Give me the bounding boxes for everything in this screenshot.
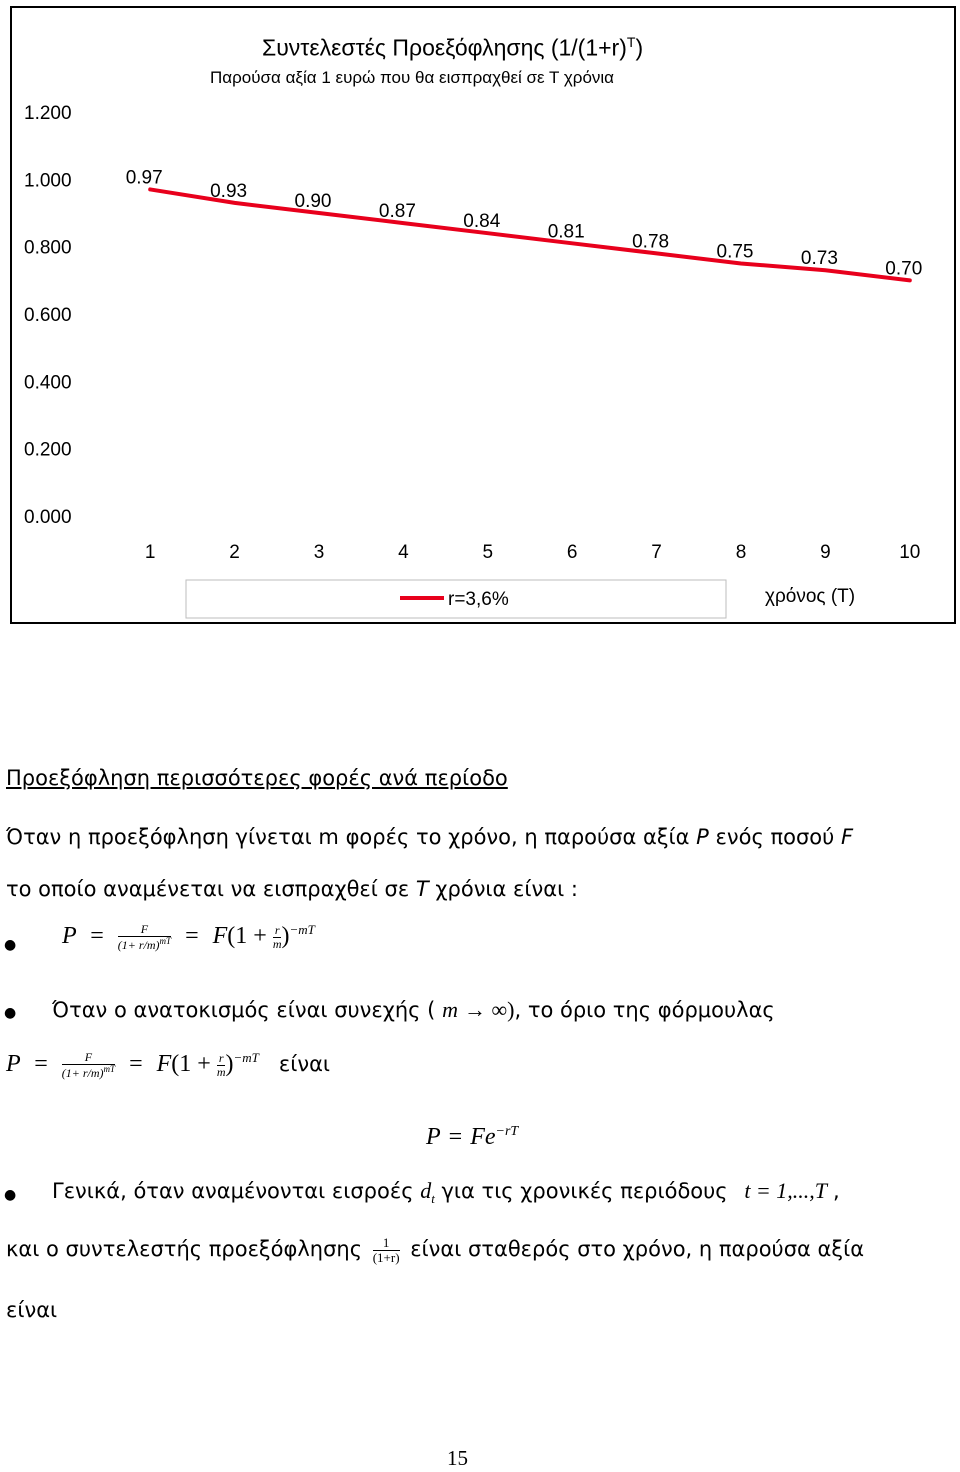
bullet-3: ●	[4, 1187, 17, 1203]
x-axis-title: χρόνος (Τ)	[765, 586, 856, 607]
x-tick-label: 9	[820, 542, 831, 563]
formula-discrete-compounding: P = $\frac{F}{(1+ r/m)^{mT}}$ = F(1 + $\frac{r}{m}$ )$^{-mT}$	[62, 922, 315, 952]
data-label: 0.75	[716, 241, 754, 263]
discount-factor-chart	[10, 6, 956, 624]
formula-continuous: $P = Fe^{-rT}$	[426, 1124, 519, 1150]
data-label: 0.78	[632, 231, 670, 253]
data-label: 0.90	[294, 191, 332, 212]
y-tick-label: 0.800	[24, 237, 72, 259]
x-tick-label: 5	[482, 542, 494, 563]
series-line	[150, 189, 910, 280]
chart-subtitle: Παρούσα αξία 1 ευρώ που θα εισπραχθεί σε Τ χρόνια	[210, 68, 614, 87]
x-tick-label: 6	[566, 542, 578, 563]
x-tick-label: 3	[313, 542, 325, 563]
y-tick-label: 1.000	[24, 170, 72, 192]
section-heading: Προεξόφληση περισσότερες φορές ανά περίοδο	[6, 766, 508, 790]
data-label: 0.84	[463, 211, 501, 233]
bullet-1: ●	[4, 937, 17, 953]
data-label: 0.81	[547, 221, 585, 243]
x-tick-label: 2	[229, 542, 240, 563]
chart-plot	[12, 8, 954, 622]
data-label: 0.73	[800, 248, 838, 270]
page-number: 15	[447, 1446, 468, 1470]
paragraph-5: είναι	[6, 1298, 58, 1322]
paragraph-2: Όταν ο ανατοκισμός είναι συνεχής ( m → ∞), το όριο της φόρμουλας	[52, 997, 775, 1022]
y-tick-label: 0.400	[24, 372, 72, 394]
chart-title: Συντελεστές Προεξόφλησης $(1/(1+r)^T)$	[262, 34, 644, 61]
data-label: 0.97	[125, 167, 163, 189]
y-tick-label: 0.000	[24, 507, 72, 528]
y-tick-label: 1.200	[24, 103, 72, 124]
paragraph-4: και ο συντελεστής προεξόφλησης $\frac{1}{(1+r)}$ είναι σταθερός στο χρόνο, η παρούσα αξία	[6, 1235, 865, 1265]
data-label: 0.70	[885, 258, 923, 280]
x-tick-label: 8	[735, 542, 747, 563]
paragraph-3: Γενικά, όταν αναμένονται εισροές $d_t$ για τις χρονικές περιόδους t = 1,...,T ,	[52, 1178, 840, 1207]
legend-label: r=3,6%	[448, 589, 509, 610]
data-label: 0.87	[378, 201, 416, 223]
y-tick-label: 0.600	[24, 305, 72, 326]
bullet-2: ●	[4, 1005, 17, 1021]
x-tick-label: 1	[144, 542, 156, 563]
paragraph-1-line-2: το οποίο αναμένεται να εισπραχθεί σε T χρόνια είναι :	[6, 877, 578, 901]
formula-limit: P = $\frac{F}{(1+ r/m)^{mT}}$ = F(1 + $\frac{r}{m}$ )$^{-mT}$ είναι	[6, 1050, 331, 1080]
paragraph-1-line-1: Όταν η προεξόφληση γίνεται m φορές το χρόνο, η παρούσα αξία P ενός ποσού F	[6, 825, 854, 849]
x-tick-label: 7	[651, 542, 662, 563]
x-tick-label: 10	[899, 542, 921, 563]
y-tick-label: 0.200	[24, 439, 72, 461]
data-label: 0.93	[210, 180, 248, 202]
x-tick-label: 4	[398, 542, 409, 563]
